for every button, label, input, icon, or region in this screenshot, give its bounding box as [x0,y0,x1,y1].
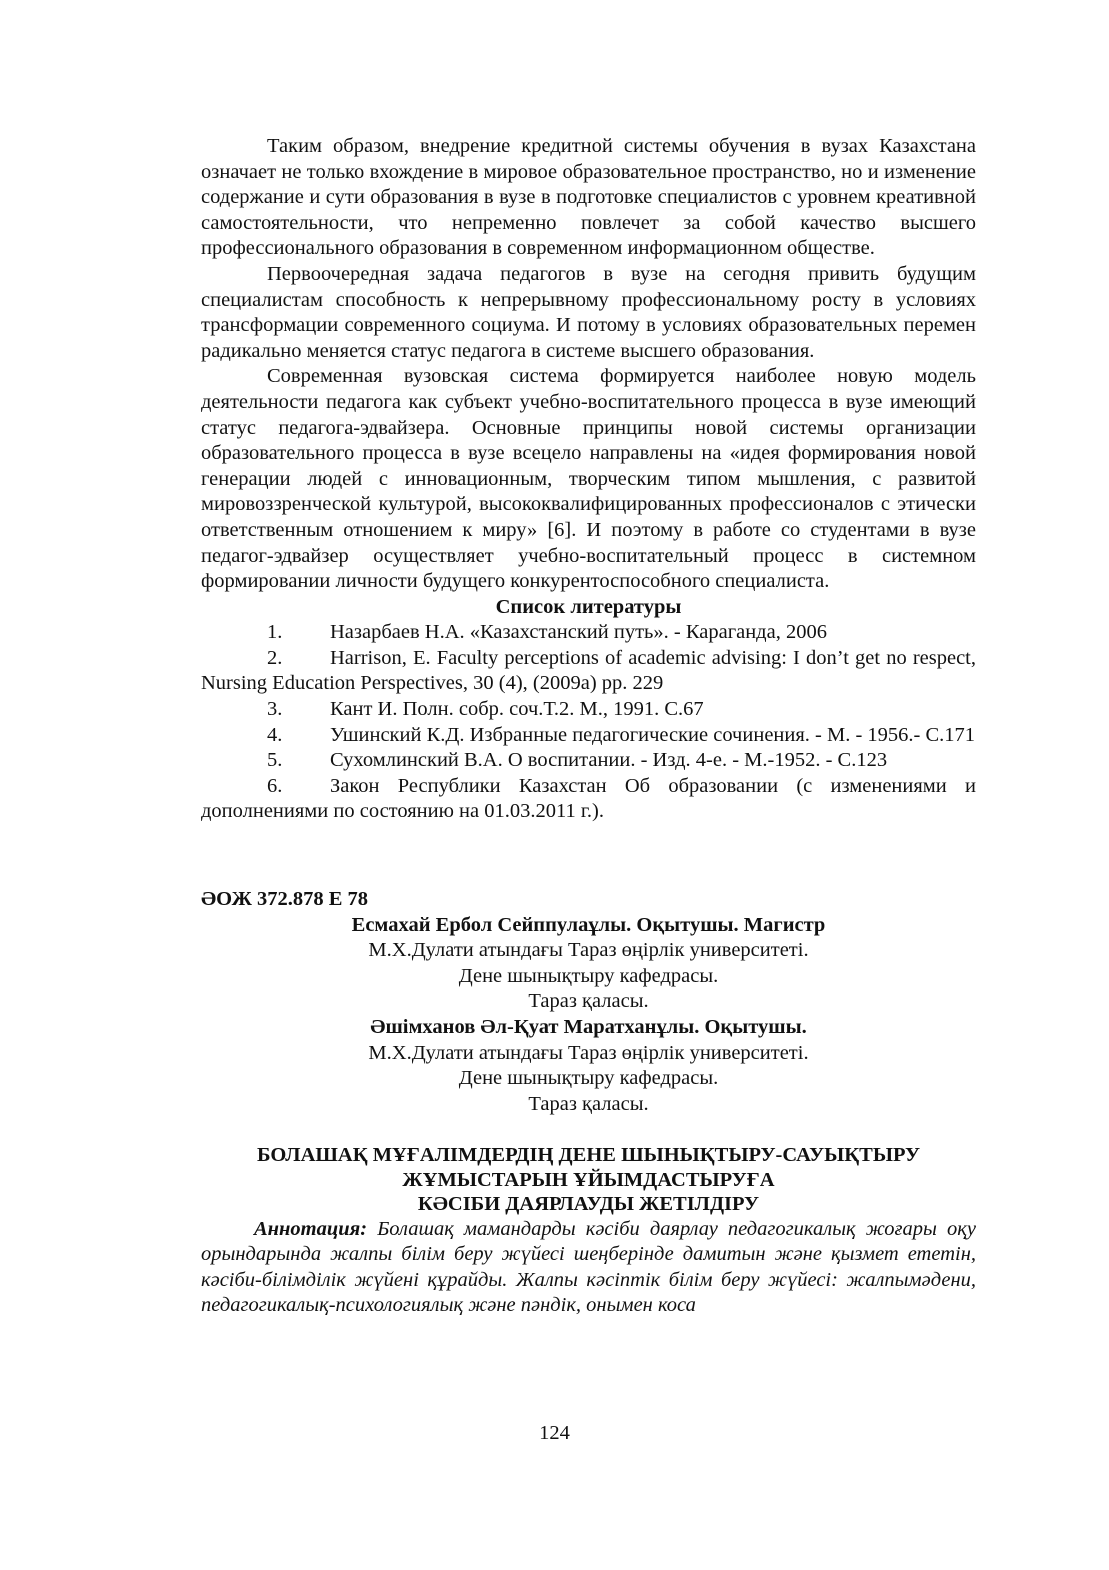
page-number: 124 [539,1422,570,1444]
reference-item [201,774,976,825]
body-paragraph-2: Первоочередная задача педагогов в вузе на сегодня привить будущим специалистам способность к непрерывному профессиональному росту в условиях трансформации современного социума. И потому в условиях образовательных перемен радикально меняется статус педагога в системе высшего образования. [201,262,976,362]
reference-text: Назарбаев Н.А. «Казахстанский путь». - Караганда, 2006 [330,621,827,644]
reference-number: 1. [267,621,283,644]
reference-text: Кант И. Полн. собр. соч.Т.2. М., 1991. С.67 [330,698,704,721]
author-city: Тараз қаласы. [528,1092,649,1115]
reference-text: Закон Республики Казахстан Об образовании (с изменениями и дополнениями по состоянию на 01.03.2011 г.). [201,774,976,823]
author-block-1 [201,913,976,1015]
reference-number: 3. [267,698,283,721]
reference-item [201,748,976,774]
author-block-2 [201,1015,976,1117]
reference-item [201,646,976,697]
author-name: Әшімханов Әл-Қуат Маратханұлы. Оқытушы. [370,1016,807,1038]
reference-number: 2. [267,646,283,669]
abstract-paragraph [201,1217,976,1319]
author-department: Дене шынықтыру кафедрасы. [458,964,719,987]
author-university: М.Х.Дулати атындағы Тараз өңірлік университеті. [368,939,809,962]
reference-number: 4. [267,723,283,746]
body-paragraph-3: Современная вузовская система формируется наиболее новую модель деятельности педагога как субъект учебно-воспитательного процесса в вузе имеющий статус педагога-эдвайзера. Основные принципы новой системы организации образовательного процесса в вузе всецело направлены на «идея формирования новой генерации людей с инновационным, творческим типом мышления, с развитой мировоззренческой культурой, высококвалифицированных профессионалов с этически ответственным отношением к миру» [6]. И поэтому в работе со студентами в вузе педагог-эдвайзер осуществляет учебно-воспитательный процесс в системном формировании личности будущего конкурентоспособного специалиста. [201,365,976,593]
article-title-line: БОЛАШАҚ МҰҒАЛІМДЕРДІҢ ДЕНЕ ШЫНЫҚТЫРУ-САУЫҚТЫРУ [256,1144,921,1167]
abstract-text: Болашақ мамандарды кәсіби даярлау педагогикалық жоғары оқу орындарында жалпы білім беру жүйесі шеңберінде дамитын және қызмет ететін, кәсіби-білімділік жүйені құрайды. Жалпы кәсіптік білім беру жүйесі: жалпымәдени, педагогикалық-психологиялық және пәндік, онымен коса [201,1217,976,1317]
author-department: Дене шынықтыру кафедрасы. [458,1067,719,1090]
author-city: Тараз қаласы. [528,990,649,1013]
reference-text: Harrison, E. Faculty perceptions of academic advising: I don’t get no respect, Nursing Education Perspectives, 30 (4), (2009a) pp. 229 [201,646,976,695]
reference-number: 6. [267,774,283,797]
article-title [201,1143,976,1216]
reference-text: Ушинский К.Д. Избранные педагогические сочинения. - М. - 1956.- С.171 [330,723,976,746]
abstract-label: Аннотация: [254,1217,368,1240]
document-page [201,134,976,1319]
udc-code: ӘОЖ 372.878 Е 78 [201,888,369,911]
article-title-line: ЖҰМЫСТАРЫН ҰЙЫМДАСТЫРУҒА [402,1168,775,1191]
reference-text: Сухомлинский В.А. О воспитании. - Изд. 4-е. - М.-1952. - С.123 [330,749,888,772]
reference-number: 5. [267,749,283,772]
references-title: Список литературы [495,595,682,618]
article-title-line: КӘСІБИ ДАЯРЛАУДЫ ЖЕТІЛДІРУ [417,1193,760,1216]
author-name: Есмахай Ербол Сейппулаұлы. Оқытушы. Магистр [351,913,826,936]
author-university: М.Х.Дулати атындағы Тараз өңірлік университеті. [368,1041,809,1064]
references-list [201,620,976,825]
reference-item [201,723,976,749]
reference-item [201,620,976,646]
reference-item [201,697,976,723]
body-paragraph-1: Таким образом, внедрение кредитной системы обучения в вузах Казахстана означает не только вхождение в мировое образовательное пространство, но и изменение содержание и сути образования в вузе в подготовке специалистов с уровнем креативной самостоятельности, что непременно повлечет за собой качество высшего профессионального образования в современном информационном обществе. [201,135,976,260]
